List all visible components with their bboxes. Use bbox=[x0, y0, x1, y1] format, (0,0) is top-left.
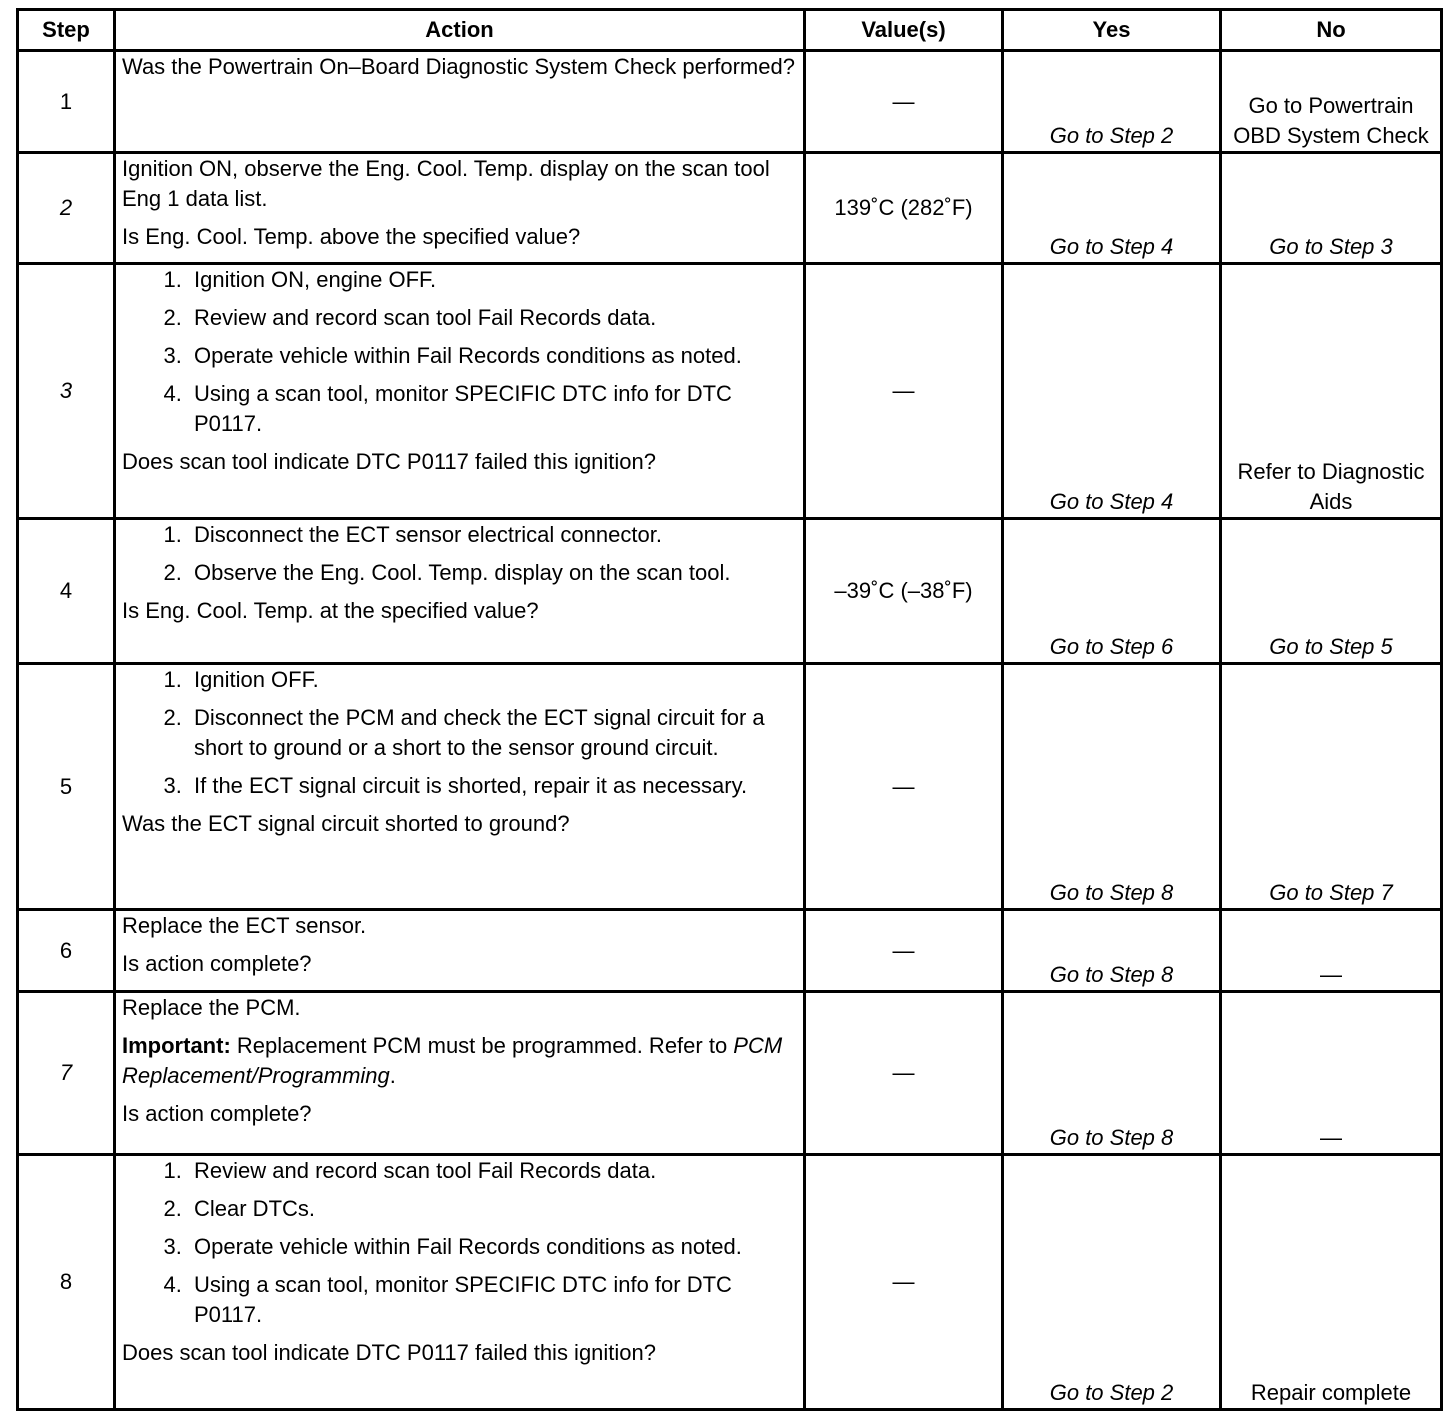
yes-cell bbox=[1003, 264, 1221, 519]
important-label: Important: bbox=[122, 1033, 231, 1058]
no-cell bbox=[1221, 51, 1442, 153]
yes-cell bbox=[1003, 51, 1221, 153]
value-cell: — bbox=[805, 264, 1003, 519]
action-question: Is action complete? bbox=[122, 951, 312, 976]
action-steps bbox=[122, 520, 797, 588]
table-row bbox=[18, 664, 1442, 910]
no-text: — bbox=[1320, 1125, 1342, 1150]
no-cell bbox=[1221, 664, 1442, 910]
header-yes: Yes bbox=[1003, 10, 1221, 51]
action-question: Does scan tool indicate DTC P0117 failed this ignition? bbox=[122, 449, 657, 474]
diagnostic-table bbox=[16, 8, 1443, 1411]
list-item: 3. Operate vehicle within Fail Records conditions as noted. bbox=[188, 341, 797, 371]
table-row bbox=[18, 264, 1442, 519]
action-cell bbox=[115, 519, 805, 664]
yes-cell bbox=[1003, 519, 1221, 664]
yes-link: Go to Step 8 bbox=[1049, 1125, 1174, 1150]
value-cell: — bbox=[805, 1155, 1003, 1410]
value-cell: 139˚C (282˚F) bbox=[805, 153, 1003, 264]
yes-cell bbox=[1003, 910, 1221, 992]
value-cell: — bbox=[805, 664, 1003, 910]
step-number: 4 bbox=[18, 519, 115, 664]
action-steps bbox=[122, 1156, 797, 1330]
important-end: . bbox=[389, 1063, 396, 1088]
action-question: Is Eng. Cool. Temp. above the specified value? bbox=[122, 224, 581, 249]
list-item: 1. Ignition ON, engine OFF. bbox=[188, 265, 797, 295]
table-row bbox=[18, 992, 1442, 1155]
action-text: Replace the ECT sensor. bbox=[122, 913, 367, 938]
value-cell: — bbox=[805, 51, 1003, 153]
table-row bbox=[18, 1155, 1442, 1410]
no-text: Go to Powertrain OBD System Check bbox=[1233, 93, 1429, 148]
no-cell bbox=[1221, 910, 1442, 992]
action-cell bbox=[115, 264, 805, 519]
important-note bbox=[122, 1031, 797, 1091]
action-cell bbox=[115, 153, 805, 264]
yes-link: Go to Step 6 bbox=[1049, 634, 1174, 659]
action-question: Is Eng. Cool. Temp. at the specified value? bbox=[122, 598, 539, 623]
action-question: Does scan tool indicate DTC P0117 failed this ignition? bbox=[122, 1340, 657, 1365]
value-cell: –39˚C (–38˚F) bbox=[805, 519, 1003, 664]
no-cell bbox=[1221, 1155, 1442, 1410]
header-row bbox=[18, 10, 1442, 51]
yes-link: Go to Step 2 bbox=[1049, 123, 1174, 148]
value-cell: — bbox=[805, 992, 1003, 1155]
list-item: 3. Operate vehicle within Fail Records conditions as noted. bbox=[188, 1232, 797, 1262]
action-question: Was the ECT signal circuit shorted to ground? bbox=[122, 811, 570, 836]
yes-cell bbox=[1003, 1155, 1221, 1410]
list-item: 2. Disconnect the PCM and check the ECT signal circuit for a short to ground or a short to the sensor ground circuit. bbox=[188, 703, 797, 763]
step-number: 7 bbox=[18, 992, 115, 1155]
table-row bbox=[18, 910, 1442, 992]
list-item: 4. Using a scan tool, monitor SPECIFIC DTC info for DTC P0117. bbox=[188, 1270, 797, 1330]
header-action: Action bbox=[115, 10, 805, 51]
yes-link: Go to Step 4 bbox=[1049, 234, 1174, 259]
yes-link: Go to Step 4 bbox=[1049, 489, 1174, 514]
list-item: 2. Review and record scan tool Fail Records data. bbox=[188, 303, 797, 333]
yes-link: Go to Step 8 bbox=[1049, 962, 1174, 987]
no-cell bbox=[1221, 992, 1442, 1155]
no-text: Repair complete bbox=[1250, 1380, 1412, 1405]
step-number: 5 bbox=[18, 664, 115, 910]
action-cell bbox=[115, 910, 805, 992]
step-number: 8 bbox=[18, 1155, 115, 1410]
table-row bbox=[18, 51, 1442, 153]
action-steps bbox=[122, 665, 797, 801]
table-row bbox=[18, 153, 1442, 264]
list-item: 1. Disconnect the ECT sensor electrical connector. bbox=[188, 520, 797, 550]
step-number: 3 bbox=[18, 264, 115, 519]
header-values: Value(s) bbox=[805, 10, 1003, 51]
yes-link: Go to Step 2 bbox=[1049, 1380, 1174, 1405]
action-steps bbox=[122, 265, 797, 439]
header-step: Step bbox=[18, 10, 115, 51]
header-no: No bbox=[1221, 10, 1442, 51]
no-cell bbox=[1221, 519, 1442, 664]
action-text: Ignition ON, observe the Eng. Cool. Temp. display on the scan tool Eng 1 data list. bbox=[122, 156, 770, 211]
yes-cell bbox=[1003, 992, 1221, 1155]
yes-cell bbox=[1003, 153, 1221, 264]
no-link: Go to Step 5 bbox=[1269, 634, 1393, 659]
no-link: Go to Step 3 bbox=[1269, 234, 1393, 259]
action-question: Is action complete? bbox=[122, 1101, 312, 1126]
list-item: 1. Ignition OFF. bbox=[188, 665, 797, 695]
important-reference: PCM Replacement/Programming bbox=[122, 1033, 783, 1088]
yes-cell bbox=[1003, 664, 1221, 910]
no-cell bbox=[1221, 264, 1442, 519]
no-cell bbox=[1221, 153, 1442, 264]
list-item: 4. Using a scan tool, monitor SPECIFIC DTC info for DTC P0117. bbox=[188, 379, 797, 439]
list-item: 2. Observe the Eng. Cool. Temp. display on the scan tool. bbox=[188, 558, 797, 588]
step-number: 1 bbox=[18, 51, 115, 153]
action-text: Replace the PCM. bbox=[122, 995, 301, 1020]
action-cell bbox=[115, 51, 805, 153]
step-number: 6 bbox=[18, 910, 115, 992]
action-cell bbox=[115, 1155, 805, 1410]
no-text: — bbox=[1320, 962, 1342, 987]
list-item: 1. Review and record scan tool Fail Records data. bbox=[188, 1156, 797, 1186]
no-link: Go to Step 7 bbox=[1269, 880, 1393, 905]
step-number: 2 bbox=[18, 153, 115, 264]
list-item: 3. If the ECT signal circuit is shorted, repair it as necessary. bbox=[188, 771, 797, 801]
list-item: 2. Clear DTCs. bbox=[188, 1194, 797, 1224]
important-text: Replacement PCM must be programmed. Refer to bbox=[230, 1033, 734, 1058]
yes-link: Go to Step 8 bbox=[1049, 880, 1174, 905]
table-row bbox=[18, 519, 1442, 664]
action-cell bbox=[115, 992, 805, 1155]
action-cell bbox=[115, 664, 805, 910]
no-text: Refer to Diagnostic Aids bbox=[1237, 459, 1425, 514]
action-text: Was the Powertrain On–Board Diagnostic System Check performed? bbox=[122, 54, 795, 79]
value-cell: — bbox=[805, 910, 1003, 992]
